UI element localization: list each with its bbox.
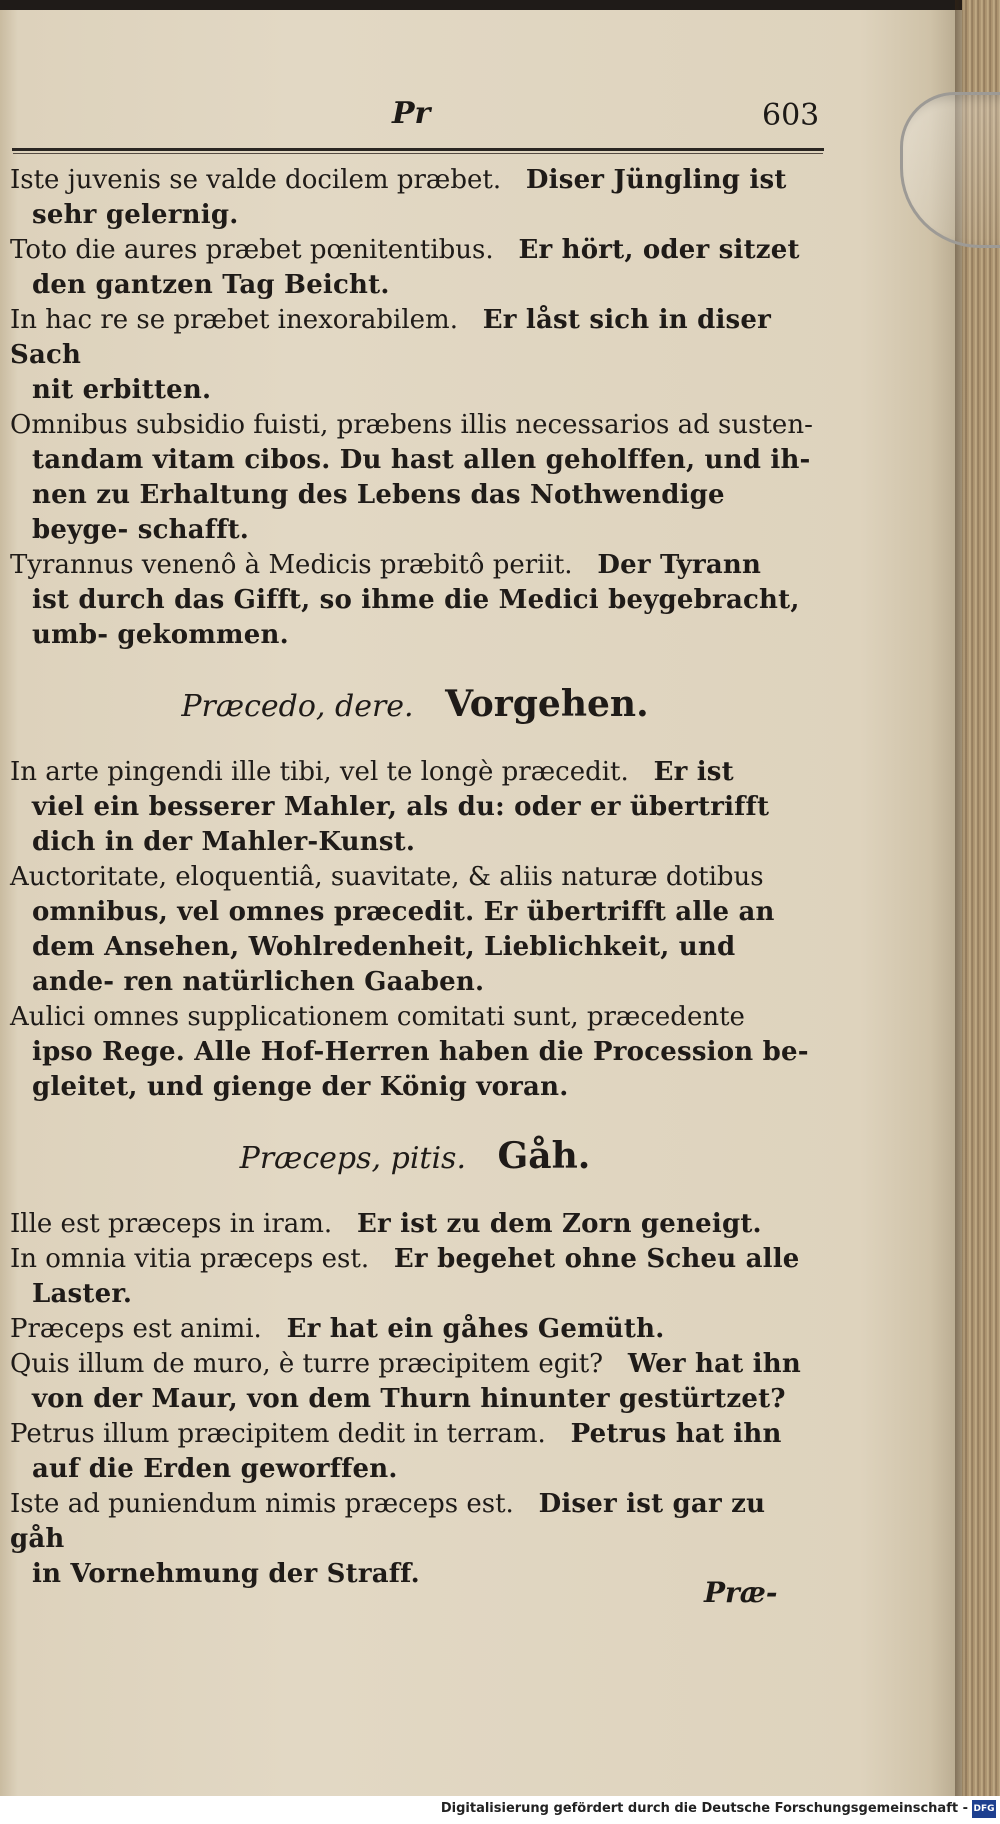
entry bbox=[10, 163, 820, 233]
page-edge-shadow bbox=[955, 0, 967, 1800]
header-rule bbox=[12, 148, 824, 151]
continuation: in Vornehmung der Straff. bbox=[32, 1559, 420, 1589]
latin-text: Iste ad puniendum nimis præceps est. bbox=[10, 1489, 514, 1519]
entry bbox=[10, 1487, 820, 1592]
entry bbox=[10, 548, 820, 653]
continuation: omnibus, vel omnes præcedit. Er übertrifft alle an dem Ansehen, Wohlredenheit, Lieblichkeit, und ande- ren natürlichen Gaaben. bbox=[32, 897, 775, 997]
latin-text: In omnia vitia præceps est. bbox=[10, 1244, 370, 1274]
german-text: Petrus hat ihn bbox=[570, 1419, 782, 1449]
latin-text: Ille est præceps in iram. bbox=[10, 1209, 333, 1239]
heading-latin: Præceps, pitis. bbox=[239, 1141, 466, 1176]
latin-text: Petrus illum præcipitem dedit in terram. bbox=[10, 1419, 546, 1449]
page-header bbox=[14, 96, 820, 146]
entry bbox=[10, 1000, 820, 1105]
entry bbox=[10, 1347, 820, 1417]
footer-credit: Digitalisierung gefördert durch die Deutsche Forschungsgemeinschaft - bbox=[440, 1801, 968, 1816]
german-text: Er ist bbox=[653, 757, 734, 787]
german-text: Diser ist gar zu gåh bbox=[10, 1489, 766, 1554]
entry bbox=[10, 1312, 820, 1347]
section-praecedo bbox=[10, 755, 820, 1105]
german-text: Der Tyrann bbox=[597, 550, 762, 580]
dfg-logo[interactable]: DFG bbox=[972, 1800, 996, 1818]
continuation: tandam vitam cibos. Du hast allen geholffen, und ih- nen zu Erhaltung des Lebens das Nothwendige beyge- schafft. bbox=[32, 445, 811, 545]
german-text: Er ist zu dem Zorn geneigt. bbox=[357, 1209, 762, 1239]
latin-text: Tyrannus venenô à Medicis præbitô periit. bbox=[10, 550, 573, 580]
page-edges bbox=[962, 0, 1000, 1800]
latin-text: Toto die aures præbet pœnitentibus. bbox=[10, 235, 494, 265]
continuation: ipso Rege. Alle Hof-Herren haben die Procession be- gleitet, und gienge der König voran. bbox=[32, 1037, 809, 1102]
german-text: Er hört, oder sitzet bbox=[518, 235, 800, 265]
entry bbox=[10, 1417, 820, 1487]
german-text: Wer hat ihn bbox=[627, 1349, 801, 1379]
continuation: ist durch das Gifft, so ihme die Medici beygebracht, umb- gekommen. bbox=[32, 585, 800, 650]
latin-text: In arte pingendi ille tibi, vel te longè præcedit. bbox=[10, 757, 629, 787]
heading-latin: Præcedo, dere. bbox=[181, 689, 414, 724]
heading-german: Gåh. bbox=[497, 1135, 591, 1177]
continuation: nit erbitten. bbox=[32, 375, 212, 405]
entry bbox=[10, 1242, 820, 1312]
section-heading bbox=[10, 683, 820, 725]
continuation: viel ein besserer Mahler, als du: oder er übertrifft dich in der Mahler-Kunst. bbox=[32, 792, 770, 857]
section-praebeo bbox=[10, 163, 820, 653]
continuation: auf die Erden geworffen. bbox=[32, 1454, 398, 1484]
digitization-footer bbox=[0, 1796, 1000, 1824]
latin-text: In hac re se præbet inexorabilem. bbox=[10, 305, 458, 335]
latin-text: Iste juvenis se valde docilem præbet. bbox=[10, 165, 502, 195]
entry bbox=[10, 233, 820, 303]
page-body bbox=[10, 163, 820, 1592]
catchword: Præ- bbox=[704, 1576, 778, 1609]
latin-text: Auctoritate, eloquentiâ, suavitate, & aliis naturæ dotibus bbox=[10, 862, 764, 892]
continuation: sehr gelernig. bbox=[32, 200, 239, 230]
latin-text: Quis illum de muro, è turre præcipitem egit? bbox=[10, 1349, 604, 1379]
continuation: Laster. bbox=[32, 1279, 133, 1309]
german-text: Diser Jüngling ist bbox=[525, 165, 787, 195]
entry bbox=[10, 755, 820, 860]
section-praeceps bbox=[10, 1207, 820, 1592]
latin-text: Præceps est animi. bbox=[10, 1314, 262, 1344]
latin-text: Aulici omnes supplicationem comitati sunt, præcedente bbox=[10, 1002, 745, 1032]
continuation: den gantzen Tag Beicht. bbox=[32, 270, 390, 300]
page-number: 603 bbox=[762, 98, 820, 133]
continuation: von der Maur, von dem Thurn hinunter gestürtzet? bbox=[32, 1384, 786, 1414]
entry bbox=[10, 860, 820, 1000]
german-text: Er låst sich in diser Sach bbox=[10, 305, 772, 370]
entry bbox=[10, 408, 820, 548]
german-text: Er hat ein gåhes Gemüth. bbox=[286, 1314, 665, 1344]
heading-german: Vorgehen. bbox=[445, 683, 649, 725]
entry bbox=[10, 303, 820, 408]
running-head: Pr bbox=[392, 96, 431, 131]
latin-text: Omnibus subsidio fuisti, præbens illis necessarios ad susten- bbox=[10, 410, 813, 440]
entry bbox=[10, 1207, 820, 1242]
section-heading bbox=[10, 1135, 820, 1177]
german-text: Er begehet ohne Scheu alle bbox=[393, 1244, 800, 1274]
